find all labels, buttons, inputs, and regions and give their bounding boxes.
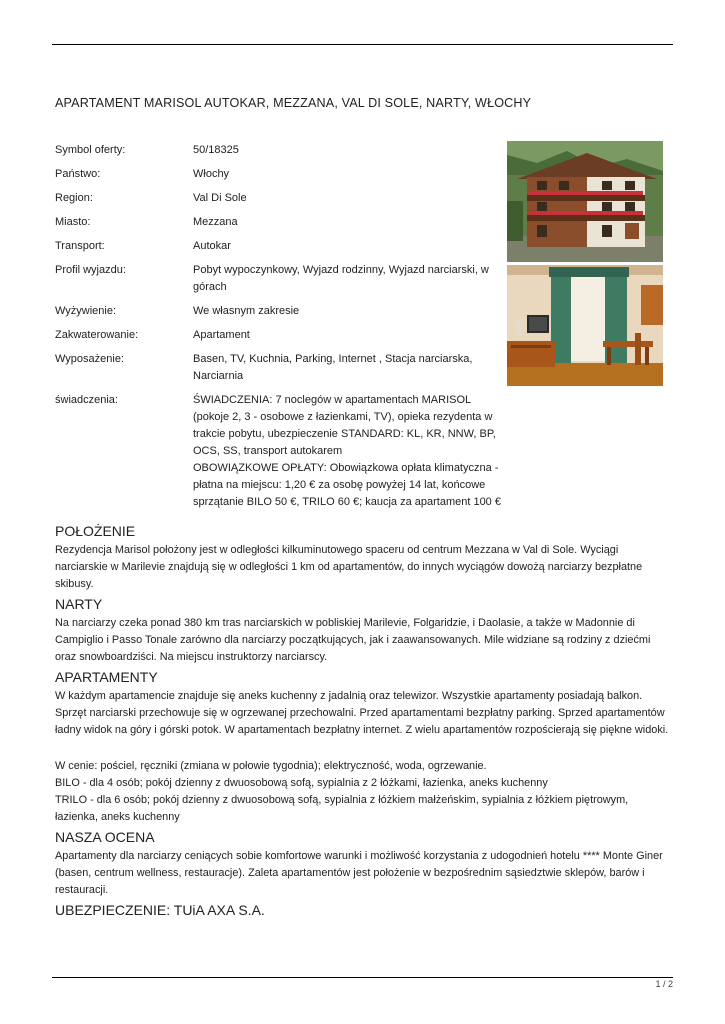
detail-value [193, 392, 503, 511]
paragraph-line: Rezydencja Marisol położony jest w odległości kilkuminutowego spaceru od centrum Mezzana w Val di Sole. Wyciągi [55, 544, 619, 556]
paragraph-line: Na narciarzy czeka ponad 380 km tras narciarskich w pobliskiej Marilevie, Folgaridzie, i Daolasie, a także w Madonnie di [55, 617, 635, 629]
detail-value-line: Włochy [193, 168, 230, 180]
detail-label: Miasto: [55, 216, 91, 228]
paragraph-line: (basen, centrum wellness, restauracje). Zaleta apartamentów jest położenie w bezpośrednim sąsiedztwie sklepów, barów i [55, 867, 645, 879]
top-divider [52, 44, 673, 45]
hotel-exterior-photo [507, 141, 663, 262]
section-heading: APARTAMENTY [55, 669, 158, 685]
detail-value [193, 303, 503, 320]
detail-value-line: Narciarnia [193, 370, 244, 382]
section-heading: UBEZPIECZENIE: TUiA AXA S.A. [55, 902, 265, 918]
paragraph-line: narciarskie w Marilevie znajdują się w odległości 1 km od apartamentów, do innych wyciągów dowożą narciarzy bezpłatne [55, 561, 643, 573]
paragraph-line: skibusy. [55, 578, 94, 590]
section-heading: NASZA OCENA [55, 829, 155, 845]
paragraph-line: Apartamenty dla narciarzy ceniących sobie komfortowe warunki i możliwość korzystania z udogodnień hotelu **** Monte Giner [55, 850, 663, 862]
section-paragraph [55, 615, 675, 666]
detail-value-line: 50/18325 [193, 144, 239, 156]
detail-label: Symbol oferty: [55, 144, 126, 156]
detail-row [55, 303, 505, 320]
detail-label: Region: [55, 192, 93, 204]
detail-value-line: ŚWIADCZENIA: 7 noclegów w apartamentach MARISOL [193, 394, 472, 406]
paragraph-line: W każdym apartamencie znajduje się aneks kuchenny z jadalnią oraz telewizor. Wszystkie apartamenty posiadają balkon. [55, 690, 643, 702]
detail-row [55, 142, 505, 159]
detail-value [193, 190, 503, 207]
section-paragraph [55, 758, 675, 826]
detail-row [55, 392, 505, 511]
detail-row [55, 166, 505, 183]
offer-details-table [55, 142, 505, 518]
detail-value [193, 262, 503, 296]
section-paragraph [55, 542, 675, 593]
detail-row [55, 190, 505, 207]
detail-value-line: Autokar [193, 240, 231, 252]
detail-label: Zakwaterowanie: [55, 329, 139, 341]
detail-value-line: Basen, TV, Kuchnia, Parking, Internet , Stacja narciarska, [193, 353, 473, 365]
detail-value-line: sprzątanie BILO 50 €, TRILO 60 €; kaucja za apartament 100 € [193, 496, 501, 508]
section-heading: POŁOŻENIE [55, 523, 136, 539]
paragraph-line: TRILO - dla 6 osób; pokój dzienny z dwuosobową sofą, sypialnia z łóżkiem małżeńskim, sypialnia z łóżkiem piętrowym, [55, 794, 629, 806]
detail-value-line: górach [193, 281, 227, 293]
detail-value-line: OBOWIĄZKOWE OPŁATY: Obowiązkowa opłata klimatyczna - [193, 462, 499, 474]
detail-value [193, 351, 503, 385]
detail-label: świadczenia: [55, 394, 118, 406]
paragraph-line: Campiglio i Passo Tonale zarówno dla narciarzy początkujących, jak i zaawansowanych. Mile widziane są rodziny z dziećmi [55, 634, 651, 646]
detail-value-line: płatna na miejscu: 1,20 € za osobę powyżej 14 lat, końcowe [193, 479, 486, 491]
detail-value-line: Val Di Sole [193, 192, 247, 204]
detail-value-line: Apartament [193, 329, 250, 341]
section-heading: NARTY [55, 596, 103, 612]
detail-value-line: (pokoje 2, 3 - osobowe z łazienkami, TV), opieka rezydenta w [193, 411, 493, 423]
apartment-interior-photo [507, 265, 663, 386]
paragraph-line: W cenie: pościel, ręczniki (zmiana w połowie tygodnia); elektryczność, woda, ogrzewanie. [55, 760, 487, 772]
detail-row [55, 327, 505, 344]
description-sections [55, 522, 675, 921]
detail-label: Profil wyjazdu: [55, 264, 126, 276]
detail-row [55, 351, 505, 385]
page-number: 1 / 2 [655, 979, 673, 989]
paragraph-line: BILO - dla 4 osób; pokój dzienny z dwuosobową sofą, sypialnia z 2 łóżkami, łazienka, aneks kuchenny [55, 777, 548, 789]
detail-value [193, 214, 503, 231]
paragraph-line: restauracji. [55, 884, 109, 896]
detail-value [193, 327, 503, 344]
detail-value-line: Pobyt wypoczynkowy, Wyjazd rodzinny, Wyjazd narciarski, w [193, 264, 489, 276]
detail-label: Wyżywienie: [55, 305, 117, 317]
detail-row [55, 238, 505, 255]
paragraph-spacer [55, 741, 675, 758]
detail-value [193, 142, 503, 159]
detail-label: Transport: [55, 240, 105, 252]
paragraph-line: łazienka, aneks kuchenny [55, 811, 180, 823]
detail-value [193, 166, 503, 183]
detail-value-line: Mezzana [193, 216, 238, 228]
paragraph-line: Sprzęt narciarski przechowuje się w ogrzewanej przechowalni. Przed apartamentami bezpłatny parking. Sprzed apartamentów [55, 707, 665, 719]
detail-row [55, 262, 505, 296]
page-title: APARTAMENT MARISOL AUTOKAR, MEZZANA, VAL DI SOLE, NARTY, WŁOCHY [55, 96, 532, 110]
detail-label: Państwo: [55, 168, 101, 180]
detail-label: Wyposażenie: [55, 353, 124, 365]
section-paragraph [55, 848, 675, 899]
detail-value-line: We własnym zakresie [193, 305, 300, 317]
section-paragraph [55, 688, 675, 739]
paragraph-line: ładny widok na góry i górski potok. W apartamentach bezpłatny internet. Z wielu apartamentów rozpościerają się piękne widoki. [55, 724, 669, 736]
detail-value-line: trakcie pobytu, ubezpieczenie STANDARD: KL, KR, NNW, BP, [193, 428, 496, 440]
detail-row [55, 214, 505, 231]
paragraph-line: oraz snowboardziści. Na miejscu instruktorzy narciarscy. [55, 651, 328, 663]
bottom-divider [52, 977, 673, 978]
detail-value-line: OCS, SS, transport autokarem [193, 445, 343, 457]
detail-value [193, 238, 503, 255]
